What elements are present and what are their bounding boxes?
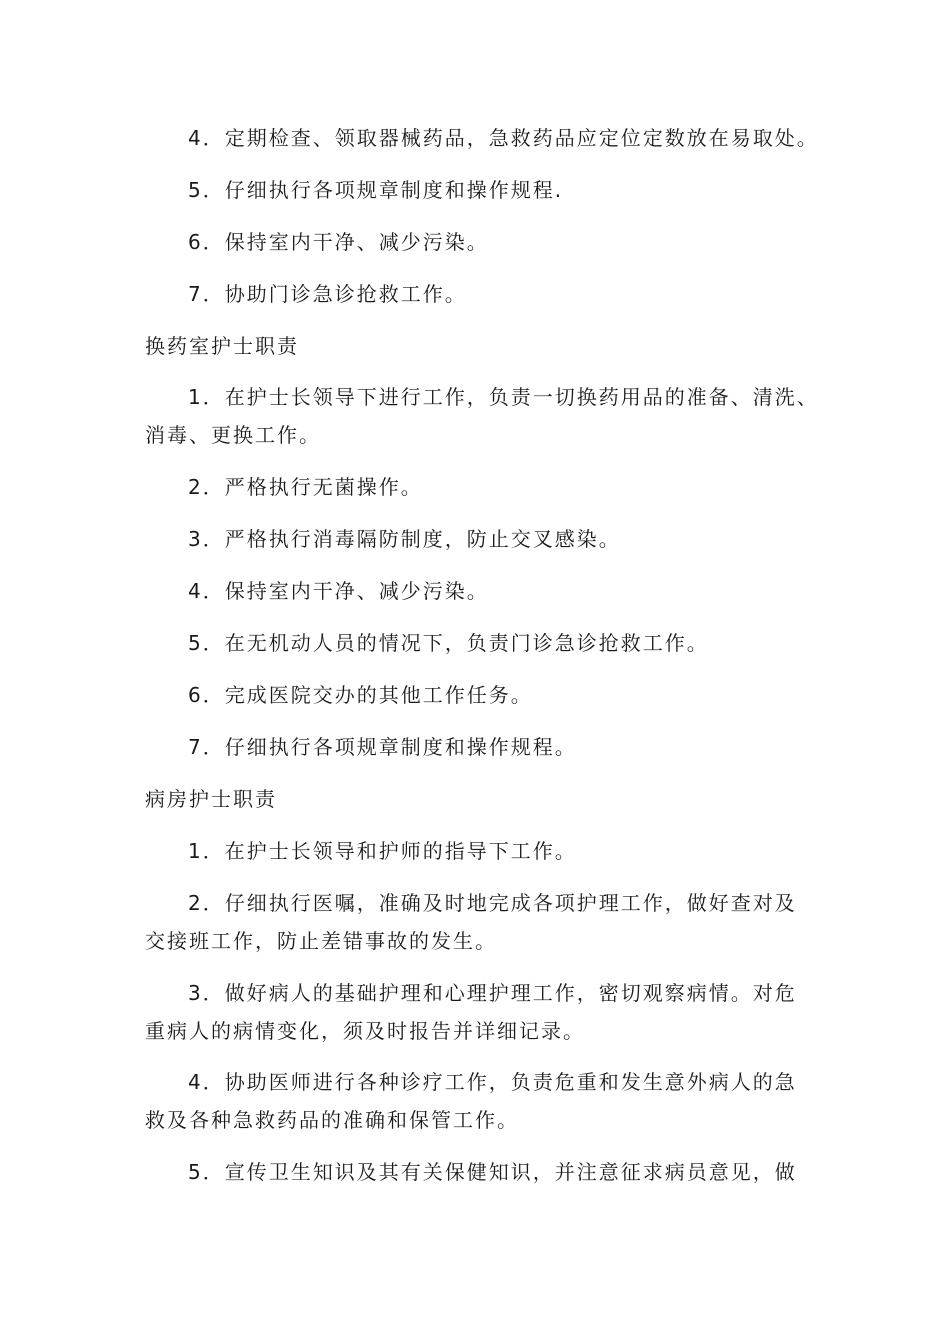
text-line: 消毒、更换工作。: [145, 423, 321, 447]
text-line: 1．在护士长领导下进行工作，负责一切换药用品的准备、清洗、: [188, 385, 819, 409]
section-heading: 病房护士职责: [145, 787, 277, 811]
text-line: 5．在无机动人员的情况下，负责门诊急诊抢救工作。: [188, 631, 709, 655]
text-line: 1．在护士长领导和护师的指导下工作。: [188, 839, 577, 863]
text-line: 6．保持室内干净、减少污染。: [188, 230, 489, 254]
text-line: 5．仔细执行各项规章制度和操作规程.: [188, 178, 564, 202]
text-line: 2．严格执行无菌操作。: [188, 475, 423, 499]
text-line: 3．做好病人的基础护理和心理护理工作，密切观察病情。对危: [188, 981, 797, 1005]
section-heading: 换药室护士职责: [145, 334, 299, 358]
text-line: 6．完成医院交办的其他工作任务。: [188, 683, 533, 707]
text-line: 3．严格执行消毒隔防制度，防止交叉感染。: [188, 527, 621, 551]
text-line: 2．仔细执行医嘱，准确及时地完成各项护理工作，做好查对及: [188, 891, 797, 915]
text-line: 重病人的病情变化，须及时报告并详细记录。: [145, 1019, 585, 1043]
text-line: 4．协助医师进行各种诊疗工作，负责危重和发生意外病人的急: [188, 1070, 797, 1094]
text-line: 4．保持室内干净、减少污染。: [188, 579, 489, 603]
text-line: 交接班工作，防止差错事故的发生。: [145, 929, 497, 953]
text-line: 4．定期检查、领取器械药品，急救药品应定位定数放在易取处。: [188, 126, 819, 150]
text-line: 救及各种急救药品的准确和保管工作。: [145, 1108, 519, 1132]
text-line: 7．协助门诊急诊抢救工作。: [188, 282, 467, 306]
text-line: 7．仔细执行各项规章制度和操作规程。: [188, 735, 577, 759]
text-line: 5．宣传卫生知识及其有关保健知识，并注意征求病员意见，做: [188, 1160, 797, 1184]
